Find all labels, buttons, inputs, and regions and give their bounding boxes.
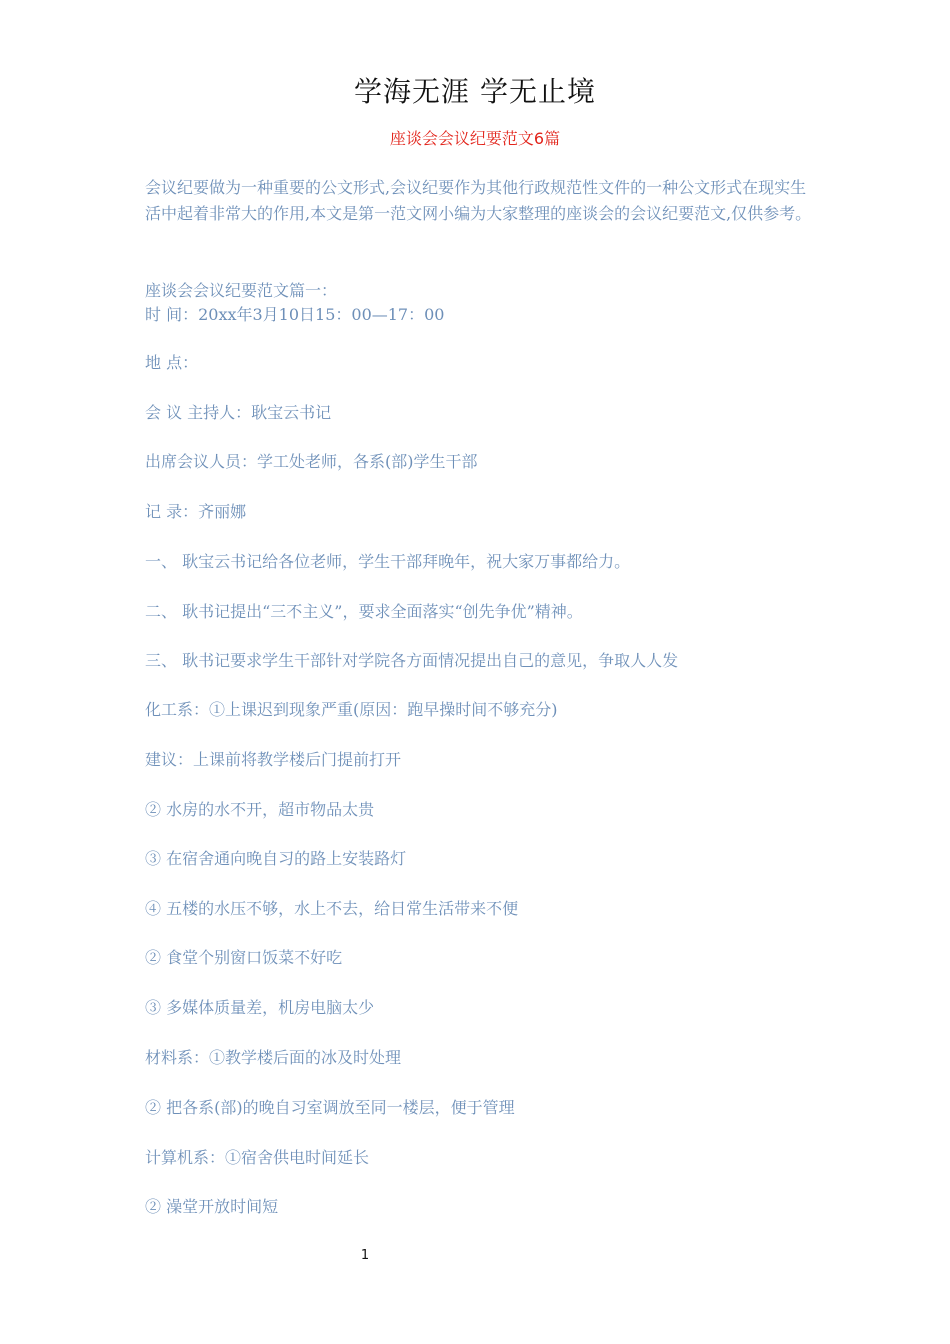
intro-paragraph: 会议纪要做为一种重要的公文形式,会议纪要作为其他行政规范性文件的一种公文形式在现实生活中起着非常大的作用,本文是第一范文网小编为大家整理的座谈会的会议纪要范文,仅供参考。 [145,178,812,223]
feedback-item: ② 水房的水不开，超市物品太贵 [145,800,375,819]
meeting-place: 地 点： [145,353,199,372]
page-header: 学海无涯 学无止境 [354,75,596,108]
feedback-item: ② 把各系(部)的晚自习室调放至同一楼层，便于管理 [145,1098,515,1117]
feedback-item: ③ 在宿舍通向晚自习的路上安装路灯 [145,849,407,868]
meeting-host: 会 议 主持人：耿宝云书记 [145,403,332,422]
meeting-attendees: 出席会议人员：学工处老师，各系(部)学生干部 [145,452,478,471]
feedback-item: ② 澡堂开放时间短 [145,1197,279,1216]
document-body [145,175,815,1216]
agenda-item-3: 三、 耿书记要求学生干部针对学院各方面情况提出自己的意见，争取人人发 [145,651,679,670]
meeting-recorder: 记 录：齐丽娜 [145,502,247,521]
page-number: 1 [360,1248,370,1263]
meeting-time: 时 间：20xx年3月10日15：00—17：00 [145,305,445,324]
feedback-item: ② 食堂个别窗口饭菜不好吃 [145,948,343,967]
feedback-item: ③ 多媒体质量差，机房电脑太少 [145,998,375,1017]
agenda-item-2: 二、 耿书记提出“三不主义”，要求全面落实“创先争优”精神。 [145,602,583,621]
document-title: 座谈会会议纪要范文6篇 [389,129,561,148]
feedback-suggestion: 建议：上课前将教学楼后门提前打开 [145,750,402,769]
feedback-chemical-dept: 化工系：①上课迟到现象严重(原因：跑早操时间不够充分) [145,700,558,719]
section-heading: 座谈会会议纪要范文篇一： [145,281,338,300]
feedback-materials-dept: 材料系：①教学楼后面的冰及时处理 [145,1048,402,1067]
feedback-item: ④ 五楼的水压不够，水上不去，给日常生活带来不便 [145,899,519,918]
feedback-computer-dept: 计算机系：①宿舍供电时间延长 [145,1148,370,1167]
agenda-item-1: 一、 耿宝云书记给各位老师，学生干部拜晚年，祝大家万事都给力。 [145,552,631,571]
